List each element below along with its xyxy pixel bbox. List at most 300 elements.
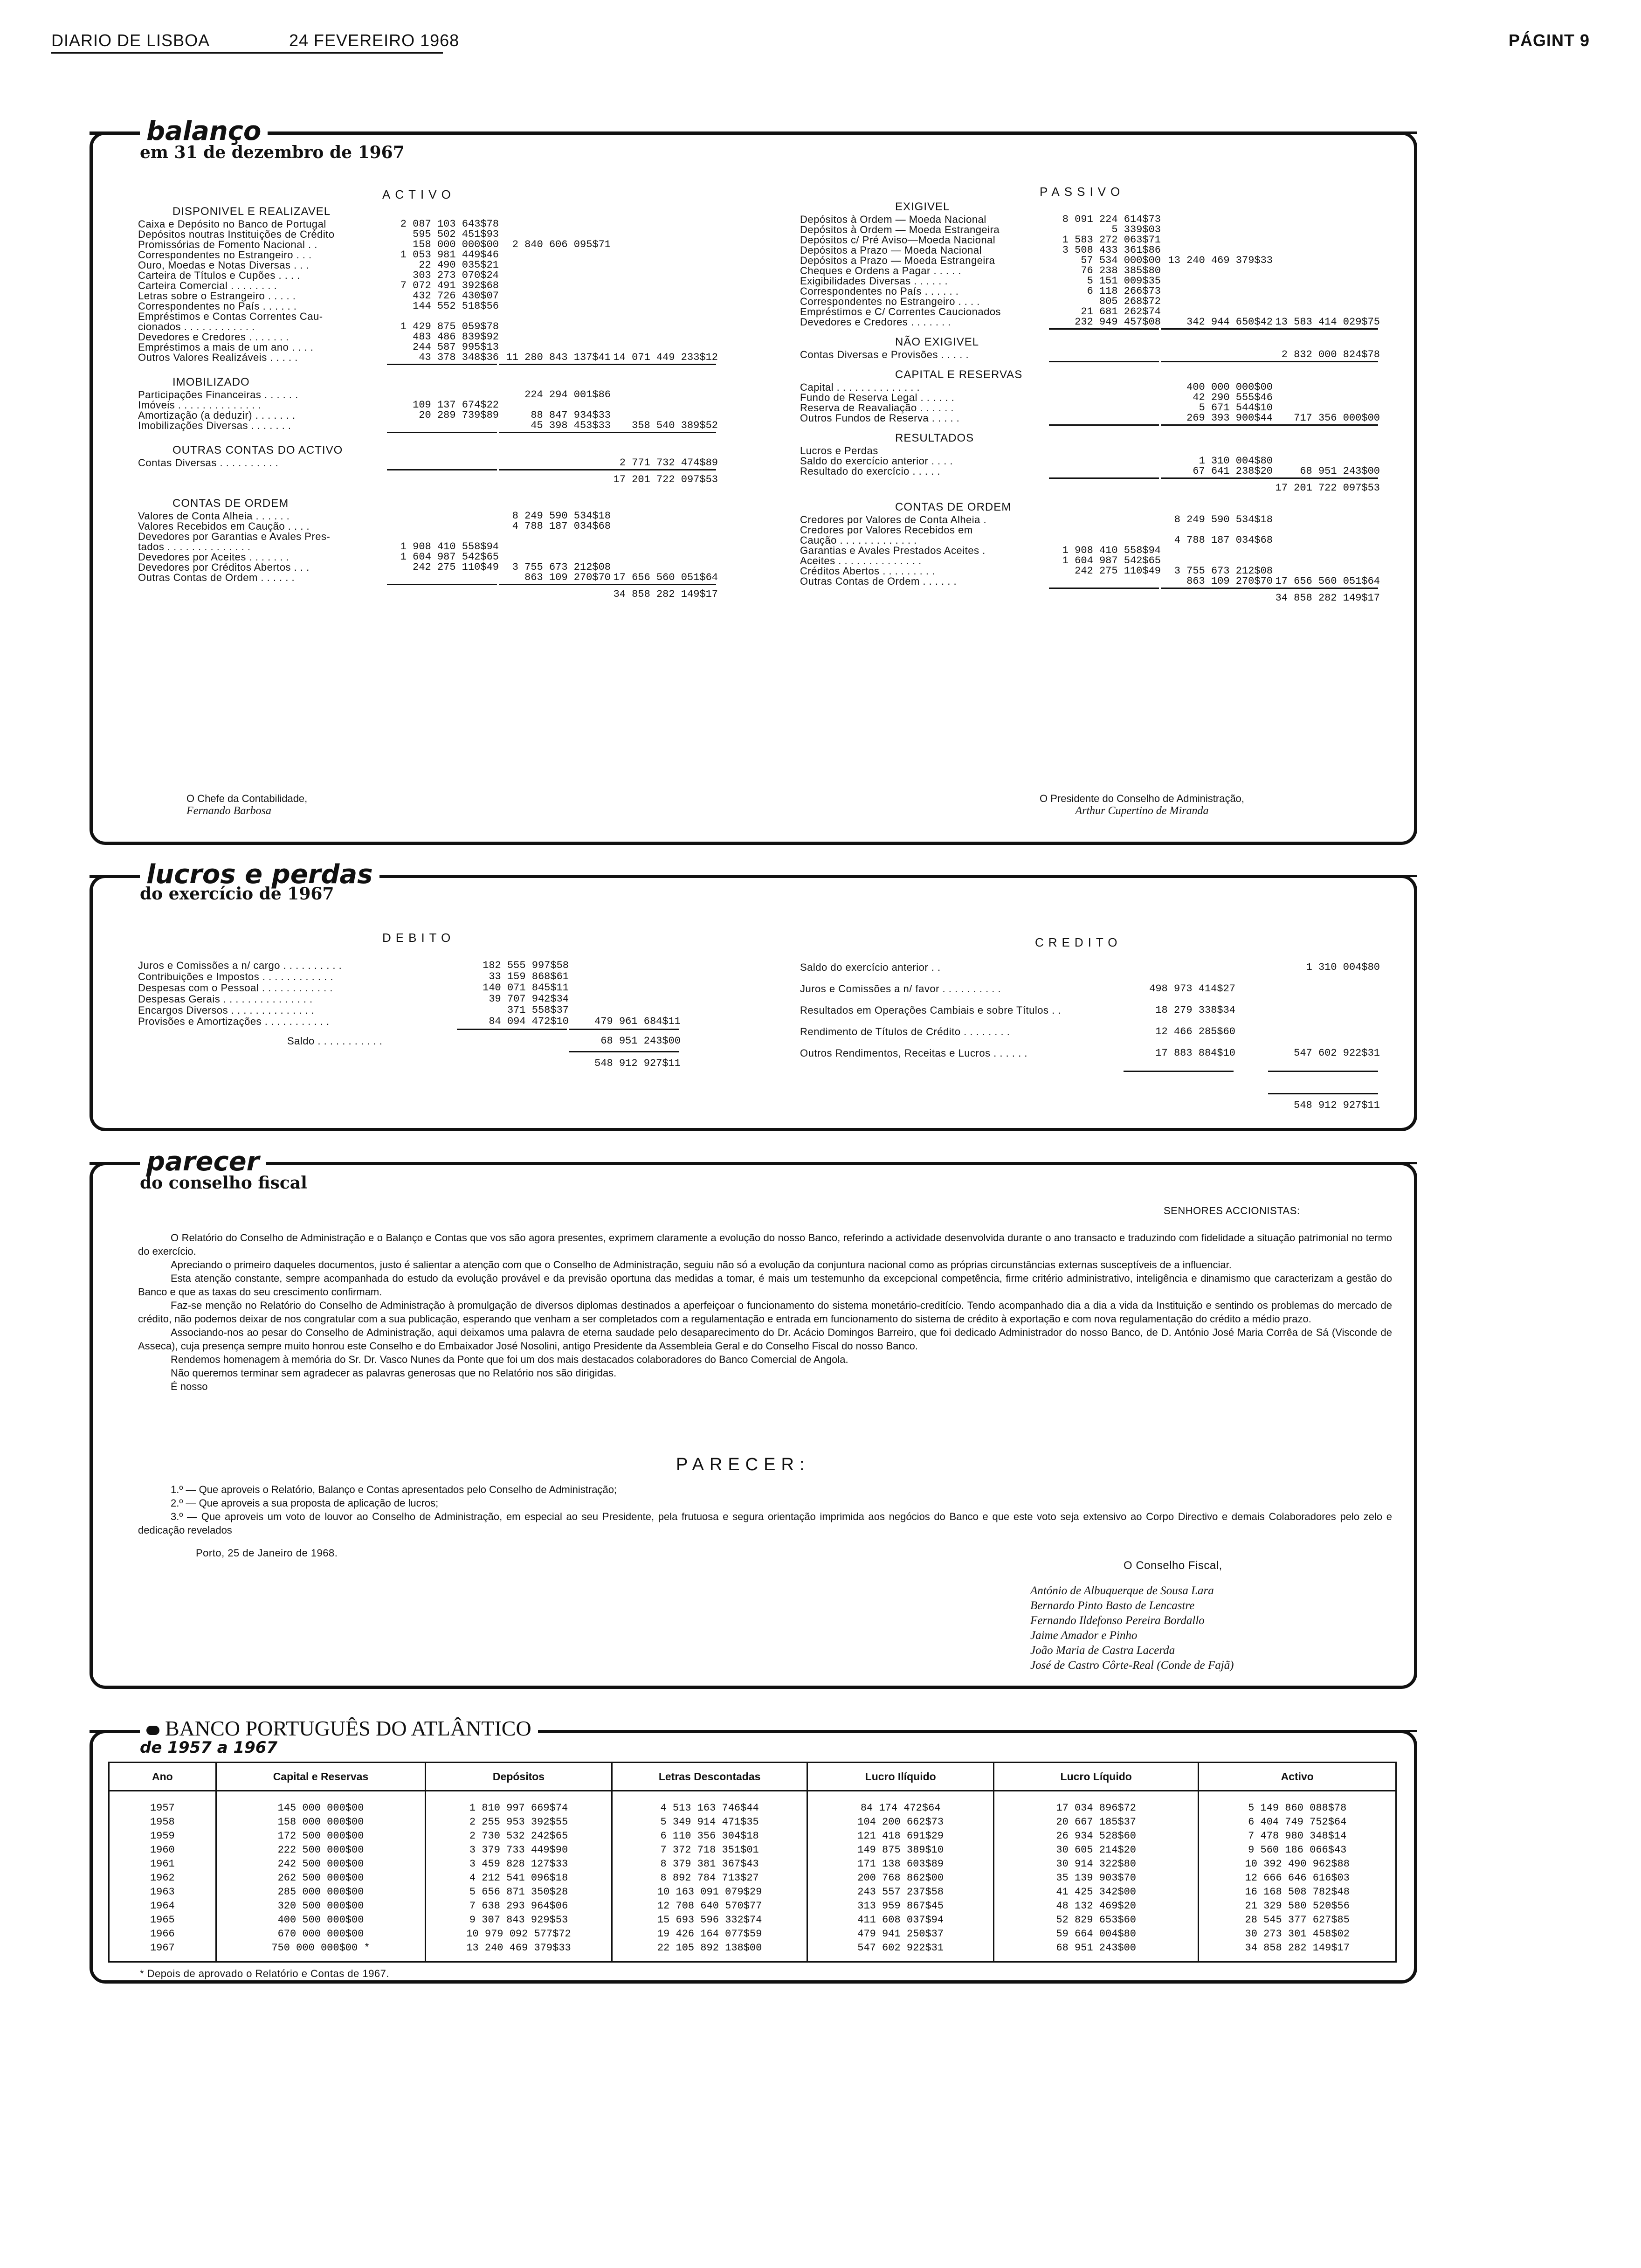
column-header: Letras Descontadas xyxy=(612,1763,807,1791)
activo-heading: ACTIVO xyxy=(382,187,455,201)
table-cell: 1965 xyxy=(109,1913,216,1927)
table-cell: 84 174 472$64 xyxy=(807,1791,994,1815)
table-cell: 145 000 000$00 xyxy=(216,1791,426,1815)
account-value: 3 755 673 212$08 xyxy=(512,561,611,573)
parecer-paragraph: Não queremos terminar sem agradecer as palavras generosas que no Relatório nos são dirigidas. xyxy=(171,1367,617,1379)
group-heading: CONTAS DE ORDEM xyxy=(895,501,1012,513)
table-cell: 34 858 282 149$17 xyxy=(1199,1941,1396,1962)
table-cell: 41 425 342$00 xyxy=(993,1885,1198,1899)
historico-table xyxy=(108,1762,1397,1963)
account-label: Devedores e Credores . . . . . . . xyxy=(138,331,289,343)
table-cell: 6 404 749 752$64 xyxy=(1199,1815,1396,1829)
table-cell: 121 418 691$29 xyxy=(807,1829,994,1843)
account-label: Imobilizações Diversas . . . . . . . xyxy=(138,420,291,431)
account-label: Credores por Valores Recebidos em xyxy=(800,524,973,536)
account-value: 17 883 884$10 xyxy=(1155,1047,1235,1059)
total-rule xyxy=(606,364,716,365)
passivo-signature xyxy=(1040,793,1244,817)
signature-name: Fernando Barbosa xyxy=(186,805,271,817)
account-value: 5 151 009$35 xyxy=(1087,275,1161,287)
account-value: 76 238 385$80 xyxy=(1081,265,1161,277)
table-cell: 5 149 860 088$78 xyxy=(1199,1791,1396,1815)
total-rule xyxy=(499,584,609,585)
table-cell: 8 892 784 713$27 xyxy=(612,1871,807,1885)
table-cell: 20 667 185$37 xyxy=(993,1815,1198,1829)
account-label: Outras Contas de Ordem . . . . . . xyxy=(138,572,295,583)
account-label: Outros Valores Realizáveis . . . . . xyxy=(138,352,298,363)
account-label: Resultado do exercício . . . . . xyxy=(800,465,940,477)
account-label: Outros Fundos de Reserva . . . . . xyxy=(800,412,960,424)
group-heading: NÃO EXIGIVEL xyxy=(895,336,979,348)
account-value: 805 268$72 xyxy=(1099,296,1161,307)
total-rule xyxy=(1049,361,1159,362)
table-cell: 1966 xyxy=(109,1927,216,1941)
historico-subtitle: de 1957 a 1967 xyxy=(140,1738,278,1757)
account-label: Reserva de Reavaliação . . . . . . xyxy=(800,402,954,414)
issue-date: 24 FEVEREIRO 1968 xyxy=(289,31,460,50)
account-value: 8 249 590 534$18 xyxy=(1174,514,1273,526)
saldo-label: Saldo . . . . . . . . . . . xyxy=(287,1035,383,1047)
account-value: 1 583 272 063$71 xyxy=(1062,234,1161,246)
total-rule xyxy=(1049,328,1159,330)
table-cell: 400 500 000$00 xyxy=(216,1913,426,1927)
total-rule xyxy=(569,1051,679,1052)
account-value: 242 275 110$49 xyxy=(413,561,499,573)
historico-footnote: * Depois de aprovado o Relatório e Contas de 1967. xyxy=(140,1968,390,1979)
account-label: Juros e Comissões a n/ cargo . . . . . . . . . . xyxy=(138,960,342,971)
total-rule xyxy=(1049,477,1159,479)
account-value: 182 555 997$58 xyxy=(483,960,569,971)
account-label: Devedores por Aceites . . . . . . . xyxy=(138,551,290,563)
parecer-items xyxy=(138,1483,1392,1537)
account-value: 342 944 650$42 xyxy=(1186,316,1273,328)
account-value: 12 466 285$60 xyxy=(1155,1026,1235,1037)
parecer-title: parecer xyxy=(140,1149,266,1175)
account-value: 1 908 410 558$94 xyxy=(400,541,499,553)
parecer-item: 2.º — Que aproveis a sua proposta de aplicação de lucros; xyxy=(171,1497,439,1509)
account-value: 7 072 491 392$68 xyxy=(400,280,499,291)
account-value: 1 429 875 059$78 xyxy=(400,321,499,332)
table-row xyxy=(109,1913,1396,1927)
table-cell: 17 034 896$72 xyxy=(993,1791,1198,1815)
table-cell: 320 500 000$00 xyxy=(216,1899,426,1913)
account-label: Carteira Comercial . . . . . . . . xyxy=(138,280,277,291)
account-value: 2 771 732 474$89 xyxy=(619,457,718,469)
table-cell: 411 608 037$94 xyxy=(807,1913,994,1927)
total-rule xyxy=(387,584,497,585)
total-rule xyxy=(1268,1071,1378,1072)
account-label: Encargos Diversos . . . . . . . . . . . . . . xyxy=(138,1004,315,1016)
account-label: Correspondentes no País . . . . . . xyxy=(138,300,297,312)
account-label: Amortização (a deduzir) . . . . . . . xyxy=(138,409,296,421)
account-label: Lucros e Perdas xyxy=(800,445,878,456)
signature-role: O Presidente do Conselho de Administração, xyxy=(1040,793,1245,804)
account-value: 17 656 560 051$64 xyxy=(613,572,718,583)
parecer-item: 3.º — Que aproveis um voto de louvor ao Conselho de Administração, em especial ao seu Presidente, pela frutuosa e segura orientação imprimida aos negócios do Banco e que este voto seja extensivo ao Corpo Directivo e demais Colaboradores pelo zelo e dedicação revelados xyxy=(138,1511,1392,1536)
header-rule xyxy=(51,52,443,54)
table-cell: 1958 xyxy=(109,1815,216,1829)
page-header xyxy=(51,31,1590,54)
table-cell: 1961 xyxy=(109,1857,216,1871)
total-rule xyxy=(457,1029,567,1030)
table-cell: 59 664 004$80 xyxy=(993,1927,1198,1941)
total-rule xyxy=(1161,477,1271,479)
account-label: Devedores por Garantias e Avales Pres- xyxy=(138,531,331,542)
parecer-paragraph: É nosso xyxy=(171,1381,208,1392)
total-rule xyxy=(387,469,497,470)
parecer-paragraph: Esta atenção constante, sempre acompanhada do estudo da evolução provável e da previsão oportuna das medidas a tomar, é mais um testemunho da excepcional competência, firme critério administrativo, inteligência e dinamismo que caracterizam a gestão do Banco e que as taxas do seu crescimento confirmam. xyxy=(138,1272,1392,1298)
total-rule xyxy=(499,364,609,365)
account-value: 371 558$37 xyxy=(507,1004,569,1016)
account-value: 483 486 839$92 xyxy=(413,331,499,343)
account-value: 5 339$03 xyxy=(1111,224,1161,235)
account-value: 547 602 922$31 xyxy=(1294,1047,1380,1059)
account-label: Depósitos à Ordem — Moeda Nacional xyxy=(800,214,986,225)
account-label: Outras Contas de Ordem . . . . . . xyxy=(800,575,957,587)
group-heading: CONTAS DE ORDEM xyxy=(172,497,289,510)
table-row xyxy=(109,1857,1396,1871)
table-cell: 7 372 718 351$01 xyxy=(612,1843,807,1857)
parecer-paragraph: Rendemos homenagem à memória do Sr. Dr. Vasco Nunes da Ponte que foi um dos mais destacados colaboradores do Banco Comercial de Angola. xyxy=(171,1354,848,1365)
table-cell: 4 513 163 746$44 xyxy=(612,1791,807,1815)
table-cell: 12 666 646 616$03 xyxy=(1199,1871,1396,1885)
parecer-subtitle: do conselho fiscal xyxy=(140,1173,307,1193)
account-label: Exigibilidades Diversas . . . . . . xyxy=(800,275,948,287)
account-value: 2 087 103 643$78 xyxy=(400,218,499,230)
saldo-value: 68 951 243$00 xyxy=(600,1035,681,1047)
table-cell: 8 379 381 367$43 xyxy=(612,1857,807,1871)
account-label: Cheques e Ordens a Pagar . . . . . xyxy=(800,265,961,277)
newspaper-name: DIARIO DE LISBOA xyxy=(51,31,210,50)
column-header: Ano xyxy=(109,1763,216,1791)
account-value: 479 961 684$11 xyxy=(594,1016,681,1027)
table-row xyxy=(109,1899,1396,1913)
account-value: 20 289 739$89 xyxy=(419,409,499,421)
signatory-name: Bernardo Pinto Basto de Lencastre xyxy=(1030,1599,1195,1612)
account-label: Provisões e Amortizações . . . . . . . . . . . xyxy=(138,1016,330,1027)
account-value: 42 290 555$46 xyxy=(1193,392,1273,403)
group-heading: DISPONIVEL E REALIZAVEL xyxy=(172,205,331,218)
account-value: 109 137 674$22 xyxy=(413,399,499,411)
total-rule xyxy=(1161,588,1271,589)
table-cell: 22 105 892 138$00 xyxy=(612,1941,807,1962)
account-value: 498 973 414$27 xyxy=(1149,983,1235,995)
table-cell: 5 349 914 471$35 xyxy=(612,1815,807,1829)
account-value: 33 159 868$61 xyxy=(489,971,569,982)
account-value: 1 053 981 449$46 xyxy=(400,249,499,261)
account-label: Créditos Abertos . . . . . . . . . xyxy=(800,565,935,577)
account-value: 13 583 414 029$75 xyxy=(1275,316,1380,328)
parecer-greeting: SENHORES ACCIONISTAS: xyxy=(1164,1205,1300,1217)
title-rule xyxy=(573,1730,1417,1732)
parecer-signatories xyxy=(1030,1583,1234,1673)
account-label: Empréstimos e C/ Correntes Caucionados xyxy=(800,306,1001,318)
account-label: Despesas com o Pessoal . . . . . . . . . . . . xyxy=(138,982,333,994)
account-label: Garantias e Avales Prestados Aceites . xyxy=(800,545,986,556)
table-cell: 1957 xyxy=(109,1791,216,1815)
table-cell: 26 934 528$60 xyxy=(993,1829,1198,1843)
account-label: Valores Recebidos em Caução . . . . xyxy=(138,520,310,532)
account-label: Depósitos à Ordem — Moeda Estrangeira xyxy=(800,224,1000,235)
column-header: Capital e Reservas xyxy=(216,1763,426,1791)
table-cell: 30 273 301 458$02 xyxy=(1199,1927,1396,1941)
group-heading: IMOBILIZADO xyxy=(172,376,250,388)
account-value: 68 951 243$00 xyxy=(1300,465,1380,477)
table-cell: 3 379 733 449$90 xyxy=(426,1843,612,1857)
table-cell: 243 557 237$58 xyxy=(807,1885,994,1899)
account-value: 57 534 000$00 xyxy=(1081,255,1161,266)
box-notch xyxy=(90,1162,140,1165)
parecer-paragraph: Associando-nos ao pesar do Conselho de Administração, aqui deixamos uma palavra de eterna saudade pelo desaparecimento do Dr. Acácio Domingos Barreiro, que foi dedicado Administrador do nosso Banco, de D. António José Maria Corrêa de Sá (Visconde de Asseca), cuja presença sempre muito honrou este Conselho e do Embaixador José Nosolini, antigo Presidente da Assembleia Geral e do Conselho Fiscal do nosso Banco. xyxy=(138,1327,1392,1352)
account-value: 717 356 000$00 xyxy=(1294,412,1380,424)
account-value: 8 249 590 534$18 xyxy=(512,510,611,522)
account-value: 244 587 995$13 xyxy=(413,341,499,353)
total-rule xyxy=(606,584,716,585)
account-value: 158 000 000$00 xyxy=(413,239,499,250)
account-value: 4 788 187 034$68 xyxy=(512,520,611,532)
account-value: 1 604 987 542$65 xyxy=(400,551,499,563)
table-cell: 104 200 662$73 xyxy=(807,1815,994,1829)
table-cell: 158 000 000$00 xyxy=(216,1815,426,1829)
signatory-name: Fernando Ildefonso Pereira Bordallo xyxy=(1030,1614,1205,1627)
table-cell: 1967 xyxy=(109,1941,216,1962)
account-value: 3 508 433 361$86 xyxy=(1062,244,1161,256)
account-value: 5 671 544$10 xyxy=(1199,402,1273,414)
group-heading: EXIGIVEL xyxy=(895,201,950,213)
table-cell: 35 139 903$70 xyxy=(993,1871,1198,1885)
table-cell: 19 426 164 077$59 xyxy=(612,1927,807,1941)
account-value: 21 681 262$74 xyxy=(1081,306,1161,318)
box-notch xyxy=(90,1730,140,1733)
account-label: Letras sobre o Estrangeiro . . . . . xyxy=(138,290,296,302)
table-cell: 21 329 580 520$56 xyxy=(1199,1899,1396,1913)
account-label: Contribuições e Impostos . . . . . . . . . . . . xyxy=(138,971,333,982)
table-cell: 547 602 922$31 xyxy=(807,1941,994,1962)
account-value: 232 949 457$08 xyxy=(1075,316,1161,328)
account-label: Depósitos a Prazo — Moeda Nacional xyxy=(800,244,982,256)
total-rule xyxy=(499,432,609,433)
account-value: 13 240 469 379$33 xyxy=(1168,255,1273,266)
account-value: 67 641 238$20 xyxy=(1193,465,1273,477)
table-cell: 13 240 469 379$33 xyxy=(426,1941,612,1962)
table-cell: 28 545 377 627$85 xyxy=(1199,1913,1396,1927)
account-label: Contas Diversas . . . . . . . . . . xyxy=(138,457,279,469)
table-cell: 68 951 243$00 xyxy=(993,1941,1198,1962)
signatory-name: José de Castro Côrte-Real (Conde de Fajã) xyxy=(1030,1659,1234,1672)
lucros-title: lucros e perdas xyxy=(140,862,379,888)
account-label: Depósitos c/ Pré Aviso—Moeda Nacional xyxy=(800,234,996,246)
table-cell: 6 110 356 304$18 xyxy=(612,1829,807,1843)
account-label: Rendimento de Títulos de Crédito . . . . . . . . xyxy=(800,1026,1010,1037)
bullet-icon xyxy=(146,1726,159,1735)
parecer-item: 1.º — Que aproveis o Relatório, Balanço e Contas apresentados pelo Conselho de Administração; xyxy=(171,1484,617,1495)
debito-heading: DEBITO xyxy=(382,931,455,945)
account-value: 18 279 338$34 xyxy=(1155,1004,1235,1016)
account-label: Valores de Conta Alheia . . . . . . xyxy=(138,510,290,522)
total-rule xyxy=(1049,424,1159,426)
table-cell: 4 212 541 096$18 xyxy=(426,1871,612,1885)
account-label: Correspondentes no País . . . . . . xyxy=(800,285,959,297)
passivo-heading: PASSIVO xyxy=(1040,185,1125,199)
table-row xyxy=(109,1941,1396,1962)
total-rule xyxy=(1049,588,1159,589)
column-header: Activo xyxy=(1199,1763,1396,1791)
table-cell: 7 478 980 348$14 xyxy=(1199,1829,1396,1843)
account-value: 4 788 187 034$68 xyxy=(1174,534,1273,546)
table-row xyxy=(109,1871,1396,1885)
total-rule xyxy=(1161,361,1271,362)
account-value: 144 552 518$56 xyxy=(413,300,499,312)
total-rule xyxy=(1268,328,1378,330)
table-cell: 1963 xyxy=(109,1885,216,1899)
account-value: 88 847 934$33 xyxy=(531,409,611,421)
table-cell: 9 307 843 929$53 xyxy=(426,1913,612,1927)
table-cell: 149 875 389$10 xyxy=(807,1843,994,1857)
group-total: 17 201 722 097$53 xyxy=(1275,482,1380,494)
table-cell: 1960 xyxy=(109,1843,216,1857)
total-rule xyxy=(1161,328,1271,330)
parecer-paragraph: O Relatório do Conselho de Administração e o Balanço e Contas que vos são agora presentes, exprimem claramente a evolução do nosso Banco, referindo a actividade desenvolvida durante o ano transacto e traduzindo com fidelidade a situação patrimonial no termo do exercício. xyxy=(138,1232,1392,1257)
account-value: 11 280 843 137$41 xyxy=(506,352,611,363)
balanco-title: balanço xyxy=(140,118,268,145)
group-total: 34 858 282 149$17 xyxy=(613,588,718,600)
group-total: 34 858 282 149$17 xyxy=(1275,592,1380,604)
parecer-body xyxy=(138,1231,1392,1393)
table-cell: 30 914 322$80 xyxy=(993,1857,1198,1871)
table-cell: 222 500 000$00 xyxy=(216,1843,426,1857)
account-label: Aceites . . . . . . . . . . . . . . xyxy=(800,555,922,567)
column-header: Depósitos xyxy=(426,1763,612,1791)
signatory-name: Jaime Amador e Pinho xyxy=(1030,1629,1138,1642)
account-label: Contas Diversas e Provisões . . . . . xyxy=(800,349,969,360)
historico-title-block xyxy=(140,1716,538,1741)
total-rule xyxy=(569,1029,679,1030)
table-cell: 48 132 469$20 xyxy=(993,1899,1198,1913)
table-cell: 313 959 867$45 xyxy=(807,1899,994,1913)
title-rule xyxy=(280,1162,1417,1164)
parecer-heading: PARECER: xyxy=(676,1455,810,1474)
table-row xyxy=(109,1927,1396,1941)
account-value: 140 071 845$11 xyxy=(483,982,569,994)
table-cell: 1964 xyxy=(109,1899,216,1913)
total-rule xyxy=(1268,361,1378,362)
table-cell: 10 392 490 962$88 xyxy=(1199,1857,1396,1871)
account-value: 14 071 449 233$12 xyxy=(613,352,718,363)
total-rule xyxy=(499,469,609,470)
box-notch xyxy=(90,875,140,878)
account-label: Devedores e Credores . . . . . . . xyxy=(800,316,951,328)
account-value: 6 118 266$73 xyxy=(1087,285,1161,297)
group-heading: RESULTADOS xyxy=(895,432,974,444)
total-rule xyxy=(387,432,497,433)
title-rule xyxy=(396,875,1417,877)
table-cell: 1959 xyxy=(109,1829,216,1843)
table-cell: 1962 xyxy=(109,1871,216,1885)
account-value: 22 490 035$21 xyxy=(419,259,499,271)
account-label: Carteira de Títulos e Cupões . . . . xyxy=(138,270,300,281)
account-label: Caução . . . . . . . . . . . . . xyxy=(800,534,917,546)
account-value: 242 275 110$49 xyxy=(1075,565,1161,577)
table-cell: 2 730 532 242$65 xyxy=(426,1829,612,1843)
activo-signature xyxy=(186,793,307,817)
total-rule xyxy=(1268,424,1378,426)
table-cell: 10 163 091 079$29 xyxy=(612,1885,807,1899)
account-value: 1 310 004$80 xyxy=(1199,455,1273,467)
table-cell: 3 459 828 127$33 xyxy=(426,1857,612,1871)
table-cell: 242 500 000$00 xyxy=(216,1857,426,1871)
group-total: 17 201 722 097$53 xyxy=(613,474,718,485)
table-cell: 5 656 871 350$28 xyxy=(426,1885,612,1899)
parecer-paragraph: Faz-se menção no Relatório do Conselho de Administração à promulgação de diversos diplomas destinados a aperfeiçoar o funcionamento do sistema monetário-creditício. Tendo acompanhado dia a dia a vida da Instituição e sentindo os problemas do mercado de crédito, não podemos deixar de nos congratular com a sua publicação, esperando que venham a ser completados com a regulamentação e entrada em funcionamento do sistema de crédito à exportação e com nova regulamentação do crédito a médio prazo. xyxy=(138,1300,1392,1325)
account-label: Devedores por Créditos Abertos . . . xyxy=(138,561,310,573)
table-row xyxy=(109,1843,1396,1857)
column-header: Lucro Ilíquido xyxy=(807,1763,994,1791)
signatory-name: António de Albuquerque de Sousa Lara xyxy=(1030,1584,1214,1597)
total-rule xyxy=(606,432,716,433)
account-label: Credores por Valores de Conta Alheia . xyxy=(800,514,987,526)
account-label: Correspondentes no Estrangeiro . . . . xyxy=(800,296,980,307)
signature-role: O Chefe da Contabilidade, xyxy=(186,793,308,804)
account-value: 595 502 451$93 xyxy=(413,228,499,240)
account-label: Outros Rendimentos, Receitas e Lucros . . . . . . xyxy=(800,1047,1027,1059)
account-label: Fundo de Reserva Legal . . . . . . xyxy=(800,392,955,403)
parecer-place-date: Porto, 25 de Janeiro de 1968. xyxy=(196,1547,338,1559)
lucros-subtitle: do exercício de 1967 xyxy=(140,884,334,904)
account-value: 358 540 389$52 xyxy=(632,420,718,431)
balanco-subtitle: em 31 de dezembro de 1967 xyxy=(140,143,405,162)
account-value: 2 840 606 095$71 xyxy=(512,239,611,250)
account-value: 269 393 900$44 xyxy=(1186,412,1273,424)
account-value: 39 707 942$34 xyxy=(489,993,569,1005)
account-value: 400 000 000$00 xyxy=(1186,381,1273,393)
column-header: Lucro Líquido xyxy=(993,1763,1198,1791)
group-heading: OUTRAS CONTAS DO ACTIVO xyxy=(172,444,343,456)
table-cell: 200 768 862$00 xyxy=(807,1871,994,1885)
table-cell: 1 810 997 669$74 xyxy=(426,1791,612,1815)
table-cell: 172 500 000$00 xyxy=(216,1829,426,1843)
grand-total: 548 912 927$11 xyxy=(1294,1099,1380,1111)
table-cell: 10 979 092 577$72 xyxy=(426,1927,612,1941)
account-label: Correspondentes no Estrangeiro . . . xyxy=(138,249,312,261)
title-rule xyxy=(289,131,1417,134)
page-number: PÁGINT 9 xyxy=(1508,31,1590,50)
account-value: 43 378 348$36 xyxy=(419,352,499,363)
total-rule xyxy=(1268,1093,1378,1094)
box-notch xyxy=(90,131,140,135)
account-label: Depósitos a Prazo — Moeda Estrangeira xyxy=(800,255,995,266)
table-cell: 479 941 250$37 xyxy=(807,1927,994,1941)
signatory-name: João Maria de Castra Lacerda xyxy=(1030,1644,1175,1657)
account-value: 45 398 453$33 xyxy=(531,420,611,431)
account-label: Saldo do exercício anterior . . xyxy=(800,961,941,973)
table-cell: 171 138 603$89 xyxy=(807,1857,994,1871)
credito-heading: CREDITO xyxy=(1035,935,1122,949)
account-label: tados . . . . . . . . . . . . . . xyxy=(138,541,251,553)
total-rule xyxy=(1161,424,1271,426)
table-cell: 15 693 596 332$74 xyxy=(612,1913,807,1927)
account-label: Participações Financeiras . . . . . . xyxy=(138,389,298,401)
account-value: 1 604 987 542$65 xyxy=(1062,555,1161,567)
account-value: 863 109 270$70 xyxy=(524,572,611,583)
table-cell: 285 000 000$00 xyxy=(216,1885,426,1899)
table-row xyxy=(109,1815,1396,1829)
account-label: Despesas Gerais . . . . . . . . . . . . . . . xyxy=(138,993,313,1005)
historico-title: BANCO PORTUGUÊS DO ATLÂNTICO xyxy=(165,1716,531,1740)
table-cell: 30 605 214$20 xyxy=(993,1843,1198,1857)
table-row xyxy=(109,1885,1396,1899)
account-label: cionados . . . . . . . . . . . . xyxy=(138,321,255,332)
account-value: 224 294 001$86 xyxy=(524,389,611,401)
